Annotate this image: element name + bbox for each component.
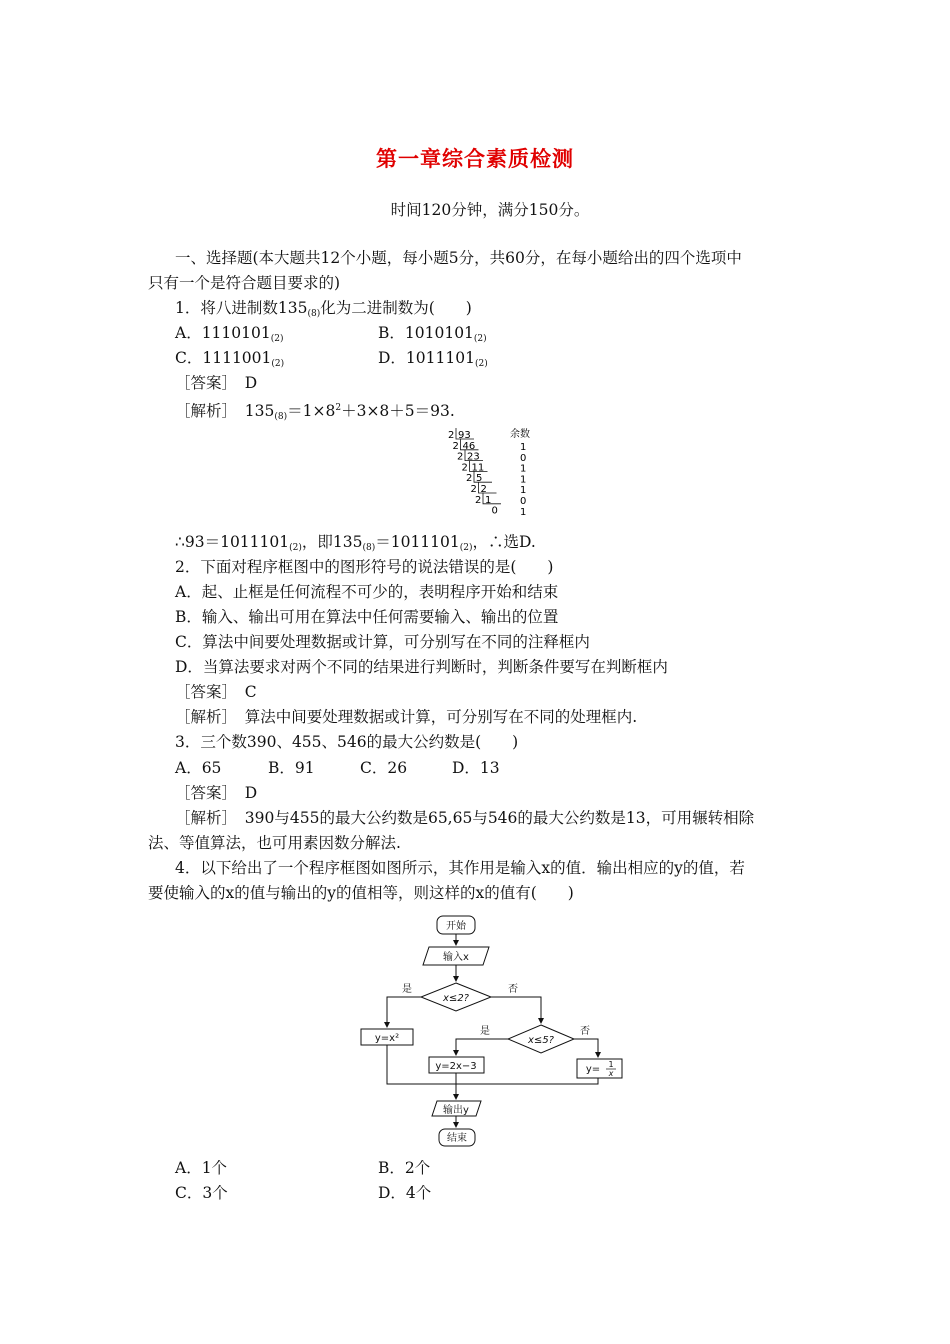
q2-option-d: D．当算法要求对两个不同的结果进行判断时，判断条件要写在判断框内	[175, 658, 668, 676]
output-label: 输出y	[443, 1105, 469, 1116]
q2-stem: 2．下面对程序框图中的图形符号的说法错误的是( )	[175, 558, 554, 576]
q4-stem-line2: 要使输入的x的值与输出的y的值相等，则这样的x的值有( )	[148, 884, 574, 902]
q4-option-c: C．3个	[175, 1184, 228, 1202]
dividend: 11	[471, 462, 485, 474]
remainder: 1	[520, 474, 527, 486]
q4-option-d: D．4个	[378, 1184, 432, 1202]
remainder: 0	[520, 496, 527, 507]
division-diagram	[440, 424, 550, 524]
section-heading-line1: 一、选择题(本大题共12个小题，每小题5分，共60分，在每小题给出的四个选项中	[175, 249, 742, 267]
yes-label-2: 是	[480, 1026, 490, 1037]
exam-info: 时间120分钟，满分150分。	[390, 201, 590, 219]
cond1-label: x≤2?	[443, 993, 469, 1004]
q3-option-a: A．65	[175, 759, 222, 777]
q3-option-b: B．91	[268, 759, 315, 777]
box3-lhs: y=	[585, 1064, 601, 1075]
remainder: 1	[520, 485, 527, 497]
base-subscript: (8)	[307, 309, 321, 319]
q3-analysis-line1: ［解析］ 390与455的最大公约数是65,65与546的最大公约数是13，可用辗转相除	[175, 809, 755, 827]
divisor: 2	[475, 494, 482, 506]
divisor: 2	[452, 440, 459, 452]
q3-answer: ［答案］ D	[175, 784, 258, 802]
remainder: 1	[520, 463, 527, 475]
q4-option-b: B．2个	[378, 1159, 431, 1177]
remainder-header: 余数	[510, 429, 530, 440]
remainder: 1	[520, 442, 527, 453]
input-label: 输入x	[443, 952, 469, 963]
divisor: 2	[448, 430, 455, 441]
q1-option-c: C．$1111001_{(2)}$	[175, 349, 285, 369]
dividend: 2	[480, 484, 487, 495]
q1-option-b: B．$1010101_{(2)}$	[378, 324, 487, 344]
divisor: 2	[466, 473, 473, 485]
dividend: 46	[462, 440, 476, 452]
q1-stem-text: 1．将八进制数135	[175, 299, 308, 317]
q3-option-d: D．13	[452, 759, 500, 777]
divisor: 2	[457, 451, 464, 463]
end-label: 结束	[447, 1133, 467, 1144]
box3-numerator: 1	[608, 1060, 614, 1069]
q1-conclusion: $\therefore 93=1011101_{(2)}$，即$135_{(8)}=1011101_{(2)}$，∴选D.	[175, 533, 536, 553]
q1-analysis: ［解析］ $135_{(8)}=1\times 8^2+3\times 8+5=93$.	[175, 402, 455, 423]
no-label-1: 否	[508, 984, 518, 995]
q1-option-a: A．$1110101_{(2)}$	[175, 324, 284, 344]
dividend: 23	[467, 451, 480, 463]
no-label-2: 否	[580, 1026, 590, 1037]
dividend: 1	[485, 494, 492, 506]
box3-denominator: x	[608, 1069, 614, 1078]
q2-answer: ［答案］ C	[175, 683, 257, 701]
q2-option-b: B．输入、输出可用在算法中任何需要输入、输出的位置	[175, 608, 559, 626]
q3-option-c: C．26	[360, 759, 408, 777]
yes-label-1: 是	[402, 984, 412, 995]
box2-label: y=2x−3	[435, 1061, 477, 1072]
start-label: 开始	[446, 921, 466, 932]
q2-option-c: C．算法中间要处理数据或计算，可分别写在不同的注释框内	[175, 633, 590, 651]
dividend: 5	[476, 473, 483, 485]
q1-option-d: D．$1011101_{(2)}$	[378, 349, 488, 369]
remainder: 1	[520, 506, 527, 518]
q3-stem: 3．三个数390、455、546的最大公约数是( )	[175, 733, 519, 751]
divisor: 2	[470, 484, 477, 495]
q1-stem-text-2: 化为二进制数为( )	[320, 299, 472, 317]
section-heading-line2: 只有一个是符合题目要求的)	[148, 274, 341, 292]
q2-analysis: ［解析］ 算法中间要处理数据或计算，可分别写在不同的处理框内.	[175, 708, 638, 726]
flowchart	[355, 912, 635, 1152]
page-title: 第一章综合素质检测	[376, 147, 574, 171]
q4-stem-line1: 4．以下给出了一个程序框图如图所示，其作用是输入x的值．输出相应的y的值，若	[175, 859, 745, 877]
remainder: 0	[520, 452, 527, 464]
q4-option-a: A．1个	[175, 1159, 228, 1177]
q1-stem	[175, 298, 472, 324]
q1-answer: ［答案］ D	[175, 374, 258, 392]
dividend: 93	[458, 430, 471, 441]
division-steps	[448, 428, 526, 518]
q3-analysis-line2: 法、等值算法，也可用素因数分解法.	[148, 834, 401, 852]
dividend: 0	[491, 505, 498, 517]
cond2-label: x≤5?	[528, 1035, 554, 1046]
box1-label: y=x²	[374, 1033, 400, 1044]
divisor: 2	[461, 462, 468, 474]
q2-option-a: A．起、止框是任何流程不可少的，表明程序开始和结束	[175, 583, 559, 601]
